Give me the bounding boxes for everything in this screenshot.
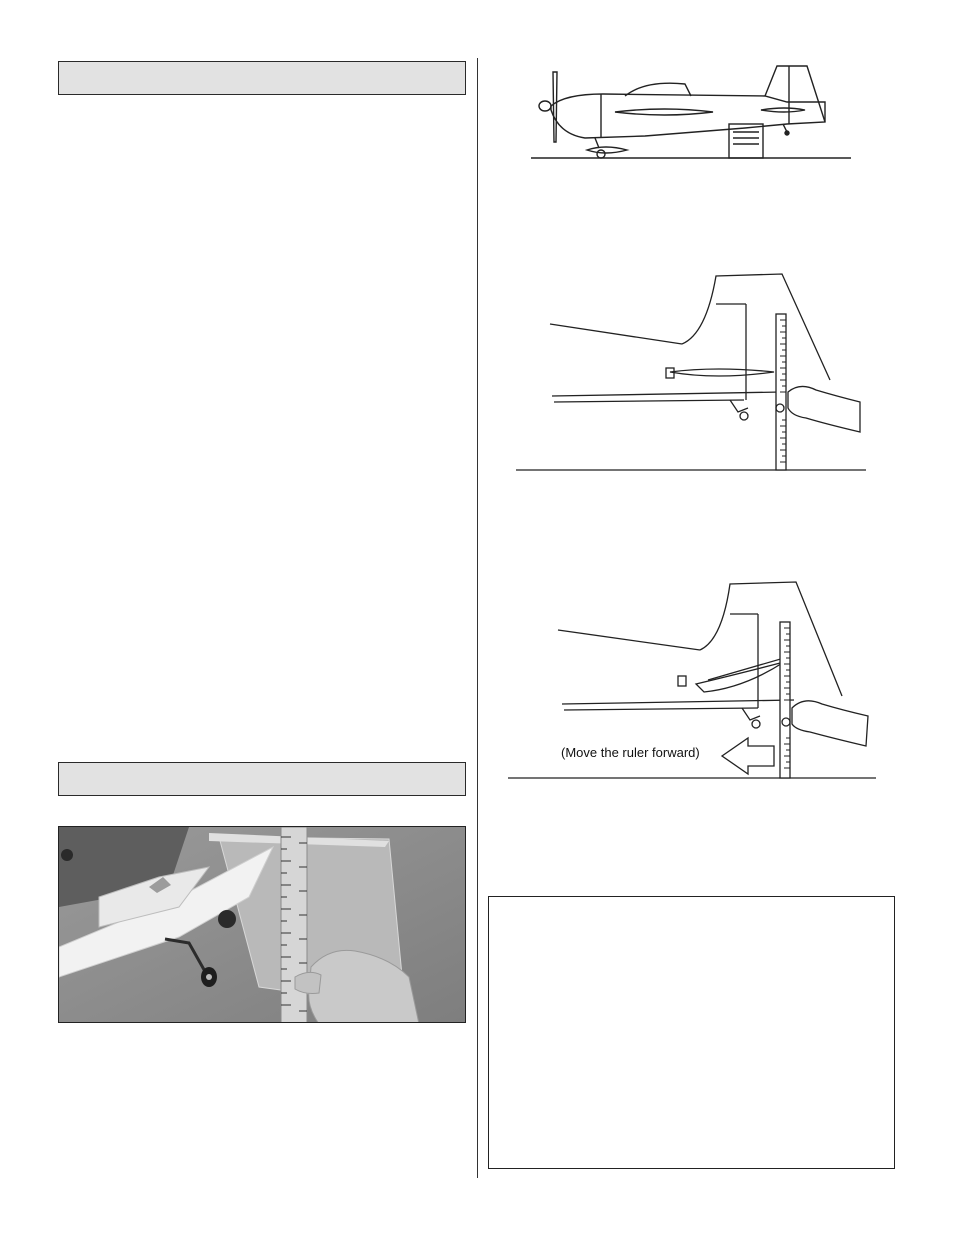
- tail-ruler-measure-figure: [516, 268, 868, 472]
- note-box: [488, 896, 895, 1169]
- section-header-bar-bottom: [58, 762, 466, 796]
- elevator-measure-photo: [58, 826, 466, 1023]
- move-ruler-caption: (Move the ruler forward): [561, 745, 700, 760]
- airplane-side-view-figure: [525, 62, 855, 166]
- column-divider: [477, 58, 478, 1178]
- section-header-bar-top: [58, 61, 466, 95]
